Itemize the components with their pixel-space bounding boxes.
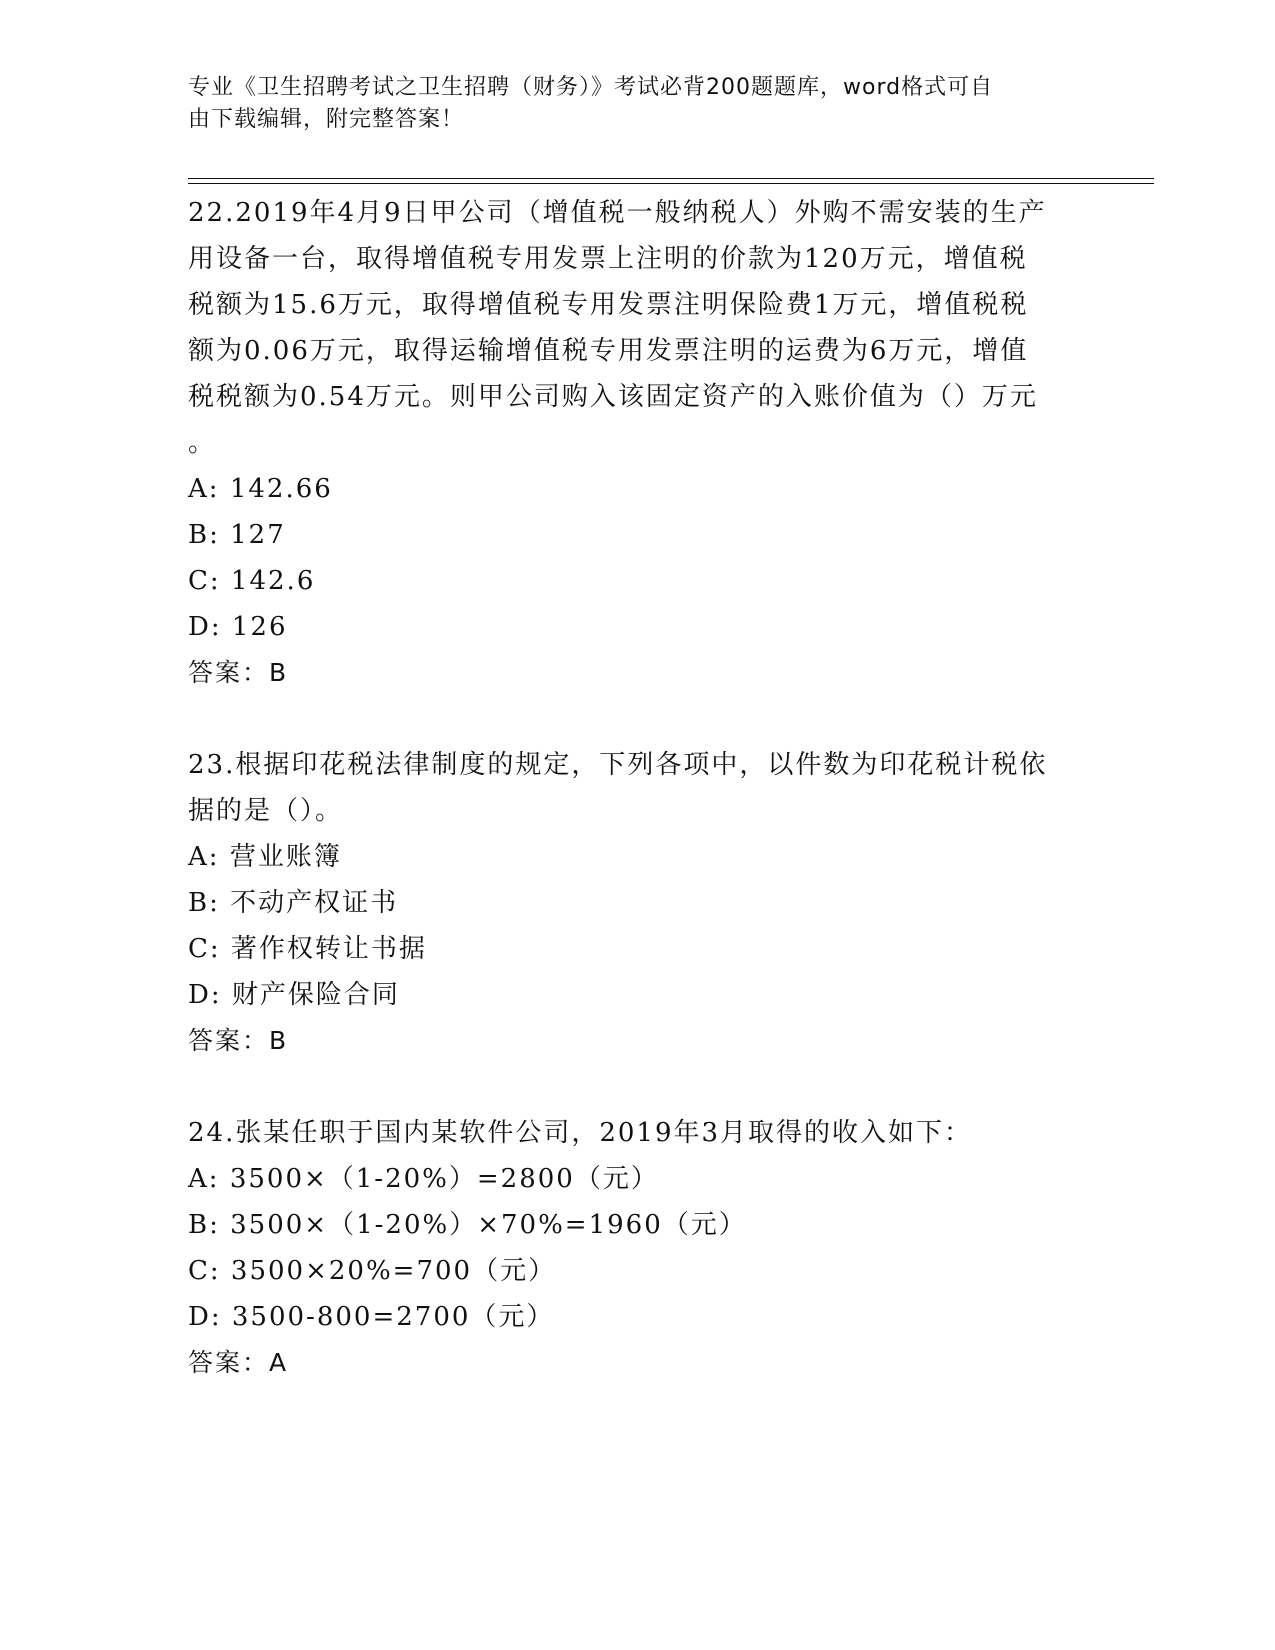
option-label: B:: [188, 520, 220, 550]
question-spacer: [188, 696, 1088, 742]
question-stem-line: 税额为15.6万元，取得增值税专用发票注明保险费1万元，增值税税: [188, 290, 1029, 320]
question-22: [188, 190, 1088, 696]
option-label: D:: [188, 1302, 222, 1332]
option-text: 127: [230, 520, 286, 550]
question-24: [188, 1110, 1088, 1386]
question-stem-line: 22.2019年4月9日甲公司（增值税一般纳税人）外购不需安装的生产: [188, 198, 1047, 228]
document-header: [188, 72, 1068, 136]
option-text: 3500×（1-20%）=2800（元）: [229, 1164, 659, 1194]
option-label: A:: [188, 842, 220, 872]
question-stem-line: 税税额为0.54万元。则甲公司购入该固定资产的入账价值为（）万元: [188, 382, 1038, 412]
header-divider-top: [188, 178, 1154, 179]
question-23-stem: [188, 742, 1088, 834]
option-label: D:: [188, 980, 222, 1010]
option-text: 126: [231, 612, 288, 642]
option-label: C:: [188, 934, 221, 964]
option-label: B:: [188, 888, 220, 918]
option-b: [188, 512, 1088, 558]
option-text: 不动产权证书: [230, 888, 399, 918]
answer-line: 答案：A: [188, 1348, 289, 1377]
answer-line: 答案：B: [188, 658, 289, 687]
option-text: 著作权转让书据: [230, 934, 427, 964]
option-text: 营业账簿: [229, 842, 342, 872]
header-divider-bottom: [188, 183, 1154, 184]
option-text: 3500×20%=700（元）: [230, 1256, 557, 1286]
option-a: [188, 1156, 1088, 1202]
option-text: 142.6: [230, 566, 316, 596]
option-text: 财产保险合同: [231, 980, 400, 1010]
option-text: 3500-800=2700（元）: [231, 1302, 555, 1332]
option-c: [188, 558, 1088, 604]
option-d: [188, 972, 1088, 1018]
option-label: A:: [188, 1164, 220, 1194]
header-title-line-2: 由下载编辑，附完整答案！: [188, 107, 465, 132]
question-24-stem: [188, 1110, 1088, 1156]
question-list: [188, 190, 1088, 1386]
option-c: [188, 1248, 1088, 1294]
option-label: C:: [188, 1256, 221, 1286]
option-label: D:: [188, 612, 222, 642]
option-a: [188, 466, 1088, 512]
option-label: B:: [188, 1210, 220, 1240]
option-b: [188, 1202, 1088, 1248]
question-stem-line: 额为0.06万元，取得运输增值税专用发票注明的运费为6万元，增值: [188, 336, 1029, 366]
question-stem-line: 据的是（）。: [188, 796, 344, 826]
option-text: 3500×（1-20%）×70%=1960（元）: [230, 1210, 747, 1240]
question-22-stem: [188, 190, 1088, 466]
header-title-line-1: 专业《卫生招聘考试之卫生招聘（财务）》考试必背200题题库，word格式可自: [188, 75, 994, 100]
option-c: [188, 926, 1088, 972]
option-b: [188, 880, 1088, 926]
option-label: A:: [188, 474, 220, 504]
option-a: [188, 834, 1088, 880]
question-spacer: [188, 1064, 1088, 1110]
option-d: [188, 604, 1088, 650]
option-label: C:: [188, 566, 221, 596]
option-d: [188, 1294, 1088, 1340]
question-stem-line: 。: [188, 428, 217, 458]
question-stem-line: 23.根据印花税法律制度的规定，下列各项中，以件数为印花税计税依: [188, 750, 1048, 780]
answer-line: 答案：B: [188, 1026, 289, 1055]
question-23: [188, 742, 1088, 1064]
option-text: 142.66: [229, 474, 333, 504]
question-stem-line: 用设备一台，取得增值税专用发票上注明的价款为120万元，增值税: [188, 244, 1028, 274]
question-stem-line: 24.张某任职于国内某软件公司，2019年3月取得的收入如下：: [188, 1118, 973, 1148]
